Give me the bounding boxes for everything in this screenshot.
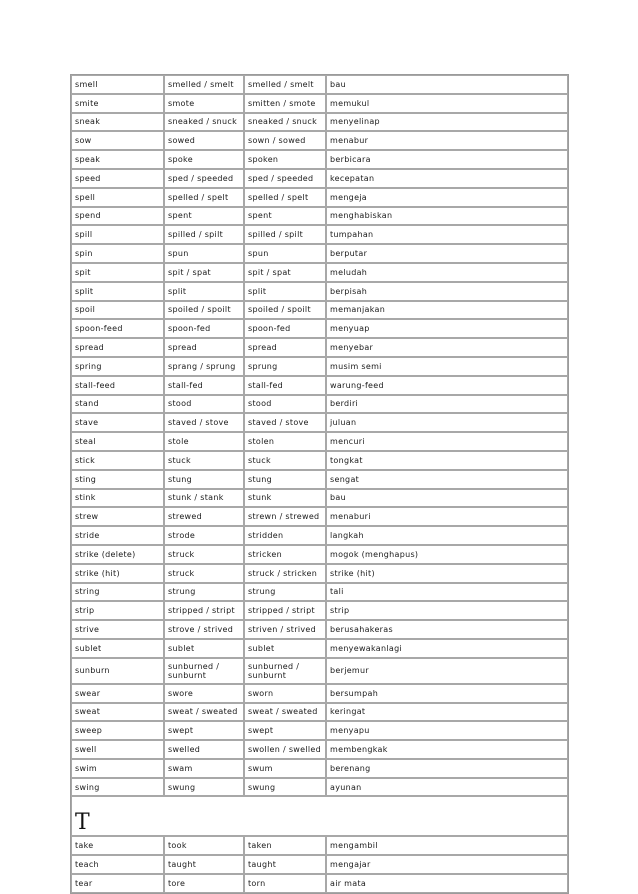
meaning-cell: mogok (menghapus) (326, 545, 568, 564)
table-row (71, 489, 568, 508)
table-row (71, 225, 568, 244)
table-row (71, 319, 568, 338)
past-simple-cell: strode (164, 526, 244, 545)
meaning-cell: meludah (326, 263, 568, 282)
meaning-cell: strike (hit) (326, 564, 568, 583)
past-simple-cell: stripped / stript (164, 601, 244, 620)
meaning-cell: bau (326, 489, 568, 508)
past-participle-cell: spoon-fed (244, 319, 326, 338)
base-form-cell: spill (71, 225, 164, 244)
past-simple-cell: spread (164, 338, 244, 357)
base-form-cell: spend (71, 207, 164, 226)
past-participle-cell: spent (244, 207, 326, 226)
table-row (71, 338, 568, 357)
meaning-cell: berbicara (326, 150, 568, 169)
table-row (71, 113, 568, 132)
base-form-cell: teach (71, 855, 164, 874)
base-form-cell: split (71, 282, 164, 301)
past-participle-cell: staved / stove (244, 413, 326, 432)
table-row (71, 376, 568, 395)
past-participle-cell: smelled / smelt (244, 75, 326, 94)
table-row (71, 874, 568, 893)
past-participle-cell: sublet (244, 639, 326, 658)
base-form-cell: spread (71, 338, 164, 357)
meaning-cell: mencuri (326, 432, 568, 451)
table-row (71, 526, 568, 545)
table-row (71, 357, 568, 376)
past-participle-cell: stripped / stript (244, 601, 326, 620)
base-form-cell: swear (71, 684, 164, 703)
past-participle-cell: spun (244, 244, 326, 263)
table-row (71, 301, 568, 320)
past-simple-cell: stung (164, 470, 244, 489)
base-form-cell: speak (71, 150, 164, 169)
table-row (71, 658, 568, 684)
base-form-cell: speed (71, 169, 164, 188)
base-form-cell: stand (71, 395, 164, 414)
meaning-cell: mengajar (326, 855, 568, 874)
table-row (71, 150, 568, 169)
past-participle-cell: stunk (244, 489, 326, 508)
past-simple-cell: spent (164, 207, 244, 226)
irregular-verbs-table (70, 74, 569, 894)
past-simple-cell: spoon-fed (164, 319, 244, 338)
meaning-cell: mengeja (326, 188, 568, 207)
past-participle-cell: split (244, 282, 326, 301)
base-form-cell: sow (71, 131, 164, 150)
table-row (71, 620, 568, 639)
base-form-cell: spit (71, 263, 164, 282)
past-participle-cell: sunburned / sunburnt (244, 658, 326, 684)
base-form-cell: spin (71, 244, 164, 263)
past-participle-cell: spread (244, 338, 326, 357)
meaning-cell: menyuap (326, 319, 568, 338)
past-participle-cell: striven / strived (244, 620, 326, 639)
base-form-cell: string (71, 583, 164, 602)
table-row (71, 855, 568, 874)
past-simple-cell: sublet (164, 639, 244, 658)
table-row (71, 759, 568, 778)
meaning-cell: menyewakanlagi (326, 639, 568, 658)
base-form-cell: stride (71, 526, 164, 545)
meaning-cell: menghabiskan (326, 207, 568, 226)
base-form-cell: stall-feed (71, 376, 164, 395)
past-simple-cell: swung (164, 778, 244, 797)
past-simple-cell: swore (164, 684, 244, 703)
past-simple-cell: stuck (164, 451, 244, 470)
past-simple-cell: stood (164, 395, 244, 414)
table-row (71, 639, 568, 658)
meaning-cell: menyelinap (326, 113, 568, 132)
meaning-cell: juluan (326, 413, 568, 432)
section-letter-heading: T (71, 796, 568, 836)
meaning-cell: tali (326, 583, 568, 602)
past-participle-cell: stolen (244, 432, 326, 451)
past-participle-cell: swum (244, 759, 326, 778)
meaning-cell: tumpahan (326, 225, 568, 244)
table-row (71, 703, 568, 722)
base-form-cell: take (71, 836, 164, 855)
base-form-cell: sublet (71, 639, 164, 658)
past-participle-cell: spilled / spilt (244, 225, 326, 244)
meaning-cell: berputar (326, 244, 568, 263)
table-row (71, 432, 568, 451)
meaning-cell: sengat (326, 470, 568, 489)
past-simple-cell: struck (164, 545, 244, 564)
past-simple-cell: sowed (164, 131, 244, 150)
table-row (71, 545, 568, 564)
base-form-cell: spring (71, 357, 164, 376)
base-form-cell: steal (71, 432, 164, 451)
past-simple-cell: swept (164, 721, 244, 740)
table-row (71, 451, 568, 470)
meaning-cell: mengambil (326, 836, 568, 855)
past-participle-cell: spelled / spelt (244, 188, 326, 207)
table-row (71, 583, 568, 602)
base-form-cell: sneak (71, 113, 164, 132)
past-simple-cell: spoiled / spoilt (164, 301, 244, 320)
base-form-cell: strew (71, 507, 164, 526)
base-form-cell: smell (71, 75, 164, 94)
table-row (71, 75, 568, 94)
past-participle-cell: taught (244, 855, 326, 874)
meaning-cell: tongkat (326, 451, 568, 470)
table-row (71, 684, 568, 703)
past-participle-cell: stall-fed (244, 376, 326, 395)
base-form-cell: sweat (71, 703, 164, 722)
past-participle-cell: sped / speeded (244, 169, 326, 188)
base-form-cell: stick (71, 451, 164, 470)
past-simple-cell: sweat / sweated (164, 703, 244, 722)
table-row (71, 282, 568, 301)
base-form-cell: strip (71, 601, 164, 620)
table-row (71, 564, 568, 583)
base-form-cell: smite (71, 94, 164, 113)
table-row (71, 507, 568, 526)
meaning-cell: musim semi (326, 357, 568, 376)
table-row (71, 94, 568, 113)
past-simple-cell: stole (164, 432, 244, 451)
meaning-cell: berusahakeras (326, 620, 568, 639)
past-simple-cell: swelled (164, 740, 244, 759)
table-row (71, 395, 568, 414)
past-simple-cell: taught (164, 855, 244, 874)
past-simple-cell: stunk / stank (164, 489, 244, 508)
meaning-cell: langkah (326, 526, 568, 545)
base-form-cell: spoon-feed (71, 319, 164, 338)
base-form-cell: strike (delete) (71, 545, 164, 564)
past-participle-cell: sworn (244, 684, 326, 703)
table-row (71, 470, 568, 489)
past-simple-cell: sunburned / sunburnt (164, 658, 244, 684)
past-participle-cell: spoiled / spoilt (244, 301, 326, 320)
meaning-cell: menyapu (326, 721, 568, 740)
past-participle-cell: taken (244, 836, 326, 855)
table-row (71, 131, 568, 150)
past-participle-cell: swept (244, 721, 326, 740)
past-simple-cell: tore (164, 874, 244, 893)
table-row (71, 601, 568, 620)
meaning-cell: memanjakan (326, 301, 568, 320)
meaning-cell: berjemur (326, 658, 568, 684)
base-form-cell: sunburn (71, 658, 164, 684)
past-simple-cell: spun (164, 244, 244, 263)
meaning-cell: bersumpah (326, 684, 568, 703)
meaning-cell: menyebar (326, 338, 568, 357)
base-form-cell: swing (71, 778, 164, 797)
table-row (71, 778, 568, 797)
past-participle-cell: stricken (244, 545, 326, 564)
table-row (71, 721, 568, 740)
section-letter-row (71, 796, 568, 836)
meaning-cell: menabur (326, 131, 568, 150)
past-participle-cell: stood (244, 395, 326, 414)
base-form-cell: sweep (71, 721, 164, 740)
past-participle-cell: spit / spat (244, 263, 326, 282)
past-participle-cell: spoken (244, 150, 326, 169)
meaning-cell: menaburi (326, 507, 568, 526)
table-row (71, 244, 568, 263)
past-simple-cell: sneaked / snuck (164, 113, 244, 132)
past-simple-cell: split (164, 282, 244, 301)
base-form-cell: stave (71, 413, 164, 432)
meaning-cell: bau (326, 75, 568, 94)
past-simple-cell: strove / strived (164, 620, 244, 639)
table-row (71, 740, 568, 759)
past-participle-cell: strung (244, 583, 326, 602)
past-simple-cell: spelled / spelt (164, 188, 244, 207)
meaning-cell: membengkak (326, 740, 568, 759)
past-participle-cell: sown / sowed (244, 131, 326, 150)
base-form-cell: swim (71, 759, 164, 778)
past-participle-cell: strewn / strewed (244, 507, 326, 526)
meaning-cell: memukul (326, 94, 568, 113)
past-simple-cell: took (164, 836, 244, 855)
past-participle-cell: sneaked / snuck (244, 113, 326, 132)
past-participle-cell: swollen / swelled (244, 740, 326, 759)
past-participle-cell: smitten / smote (244, 94, 326, 113)
base-form-cell: spoil (71, 301, 164, 320)
meaning-cell: ayunan (326, 778, 568, 797)
past-participle-cell: torn (244, 874, 326, 893)
meaning-cell: warung-feed (326, 376, 568, 395)
table-row (71, 188, 568, 207)
base-form-cell: strive (71, 620, 164, 639)
past-simple-cell: smote (164, 94, 244, 113)
past-simple-cell: struck (164, 564, 244, 583)
past-simple-cell: swam (164, 759, 244, 778)
past-simple-cell: spit / spat (164, 263, 244, 282)
verb-table-page (70, 74, 567, 894)
past-simple-cell: sprang / sprung (164, 357, 244, 376)
past-simple-cell: smelled / smelt (164, 75, 244, 94)
base-form-cell: strike (hit) (71, 564, 164, 583)
past-simple-cell: strung (164, 583, 244, 602)
meaning-cell: keringat (326, 703, 568, 722)
past-simple-cell: stall-fed (164, 376, 244, 395)
past-participle-cell: struck / stricken (244, 564, 326, 583)
base-form-cell: sting (71, 470, 164, 489)
table-row (71, 413, 568, 432)
table-row (71, 836, 568, 855)
table-row (71, 263, 568, 282)
table-row (71, 169, 568, 188)
meaning-cell: berdiri (326, 395, 568, 414)
table-row (71, 207, 568, 226)
past-participle-cell: swung (244, 778, 326, 797)
past-simple-cell: spoke (164, 150, 244, 169)
past-participle-cell: sweat / sweated (244, 703, 326, 722)
base-form-cell: tear (71, 874, 164, 893)
base-form-cell: swell (71, 740, 164, 759)
base-form-cell: spell (71, 188, 164, 207)
meaning-cell: berenang (326, 759, 568, 778)
verb-table-body (71, 75, 568, 893)
past-participle-cell: stridden (244, 526, 326, 545)
meaning-cell: strip (326, 601, 568, 620)
past-participle-cell: stuck (244, 451, 326, 470)
meaning-cell: air mata (326, 874, 568, 893)
past-simple-cell: strewed (164, 507, 244, 526)
past-simple-cell: sped / speeded (164, 169, 244, 188)
meaning-cell: berpisah (326, 282, 568, 301)
past-participle-cell: sprung (244, 357, 326, 376)
meaning-cell: kecepatan (326, 169, 568, 188)
past-participle-cell: stung (244, 470, 326, 489)
past-simple-cell: spilled / spilt (164, 225, 244, 244)
base-form-cell: stink (71, 489, 164, 508)
past-simple-cell: staved / stove (164, 413, 244, 432)
